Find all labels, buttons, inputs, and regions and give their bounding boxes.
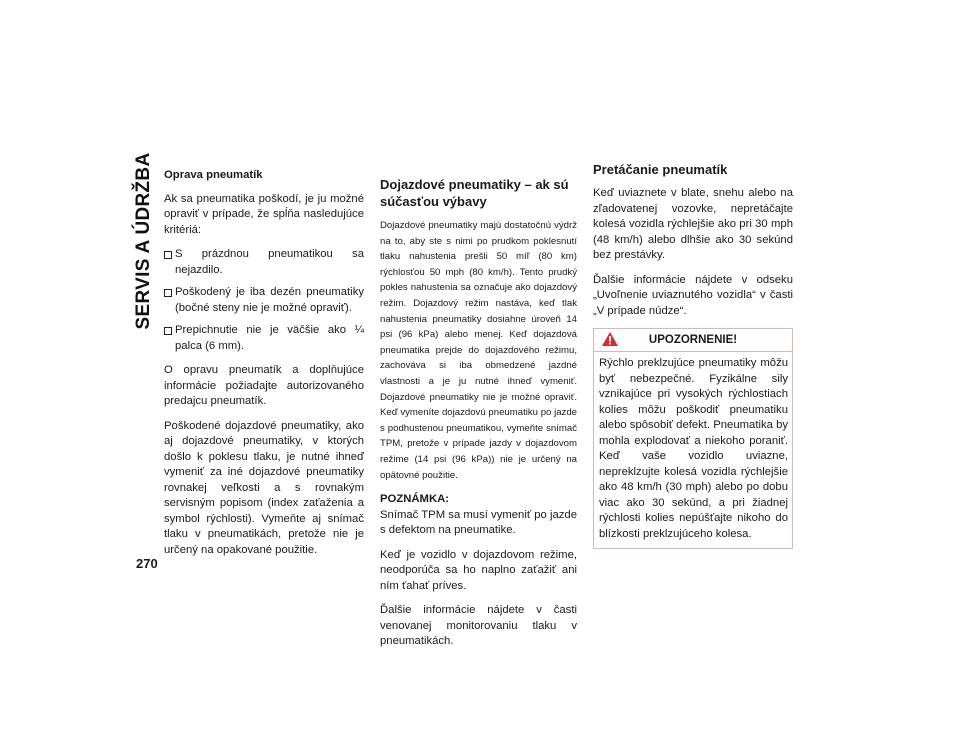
warning-triangle-icon xyxy=(601,331,619,347)
warning-box xyxy=(593,328,793,549)
section-side-tab xyxy=(130,152,158,330)
warning-header xyxy=(594,329,792,352)
tire-repair-heading: Oprava pneumatík xyxy=(164,169,263,181)
tire-spinning-heading: Pretáčanie pneumatík xyxy=(593,162,728,177)
column-tire-repair xyxy=(164,168,364,567)
run-flat-replacement-paragraph: Poškodené dojazdové pneumatiky, ako aj dojazdové pneumatiky, v ktorých došlo k poklesu tlaku, je nutné ihneď vymeniť za iné dojazdové pneumatiky rovnakej veľkosti a s rovnakým servisným popisom (index zaťaženia a symbol rýchlosti). Vymeňte aj snímač tlaku v pneumatikách, pretože nie je určený na opakované použitie. xyxy=(164,419,364,556)
note-title: POZNÁMKA: xyxy=(380,493,450,506)
run-flat-more-info: Ďalšie informácie nájdete v časti venovanej monitorovaniu tlaku v pneumatikách. xyxy=(380,604,577,648)
page-number: 270 xyxy=(136,556,158,571)
note-text: Snímač TPM sa musí vymeniť po jazde s defektom na pneumatike. xyxy=(380,508,577,537)
criteria-item: S prázdnou pneumatikou sa nejazdilo. xyxy=(164,247,364,278)
run-flat-heading: Dojazdové pneumatiky – ak sú súčasťou výbavy xyxy=(380,177,569,209)
column-tire-spinning xyxy=(593,162,793,549)
section-side-tab-label: SERVIS A ÚDRŽBA xyxy=(133,152,154,330)
warning-text: Rýchlo preklzujúce pneumatiky môžu byť nebezpečné. Fyzikálne sily vznikajúce pri vysokých rýchlostiach kolies môžu poškodiť pneumatiku alebo spôsobiť defekt. Pneumatika by mohla explodovať a niekoho poraniť. Keď vaše vozidlo uviazne, nepreklzujte kolesá vozidla rýchlejšie ako 48 km/h (30 mph) alebo po dobu viac ako 30 sekúnd, a pri žiadnej rýchlosti kolies nepúšťajte nikoho do blízkosti preklzujúceho kolesa. xyxy=(599,357,788,540)
run-flat-paragraph: Dojazdové pneumatiky majú dostatočnú výdrž na to, aby ste s nimi po prudkom poklesnutí tlaku nahustenia prešli 50 míľ (80 km) rýchlosťou 50 mph (80 km/h). Tento prudký pokles nahustenia sa označuje ako dojazdový režim. Dojazdový režim nastáva, keď tlak nahustenia pneumatiky dosiahne úroveň 14 psi (96 kPa) alebo menej. Keď dojazdová pneumatika prejde do dojazdového režimu, zachováva si iba obmedzené jazdné vlastnosti a je ju nutné ihneď vymeniť. Dojazdové pneumatiky nie je možné opraviť. Keď vymeníte dojazdovú pneumatiku po jazde s podhustenou pneumatikou, vymeňte snímač TPM, pretože v prípade jazdy v dojazdovom režime (14 psi (96 kPa)) nie je určený na opätovné použitie. xyxy=(380,220,577,481)
run-flat-load-paragraph: Keď je vozidlo v dojazdovom režime, neodporúča sa ho naplno zaťažiť ani ním ťahať príves. xyxy=(380,548,577,592)
repair-criteria-list xyxy=(164,247,364,354)
tire-spinning-more-info: Ďalšie informácie nájdete v odseku „Uvoľnenie uviaznutého vozidla“ v časti „V prípade núdze“. xyxy=(593,273,793,317)
criteria-item: Prepichnutie nie je väčšie ako ¼ palca (6 mm). xyxy=(164,323,364,354)
tire-repair-paragraph: O opravu pneumatík a doplňujúce informácie požiadajte autorizovaného predajcu pneumatík. xyxy=(164,364,364,407)
warning-title: UPOZORNENIE! xyxy=(648,334,738,346)
tire-spinning-paragraph: Keď uviaznete v blate, snehu alebo na zľadovatenej vozovke, nepretáčajte kolesá vozidla rýchlejšie ako pri 30 mph (48 km/h) alebo dlhšie ako 30 sekúnd bez prestávky. xyxy=(593,187,793,261)
criteria-item: Poškodený je iba dezén pneumatiky (bočné steny nie je možné opraviť). xyxy=(164,285,364,316)
tire-repair-intro: Ak sa pneumatika poškodí, je ju možné opraviť v prípade, že spĺňa nasledujúce kritériá: xyxy=(164,192,364,236)
column-run-flat-tires xyxy=(380,168,577,659)
